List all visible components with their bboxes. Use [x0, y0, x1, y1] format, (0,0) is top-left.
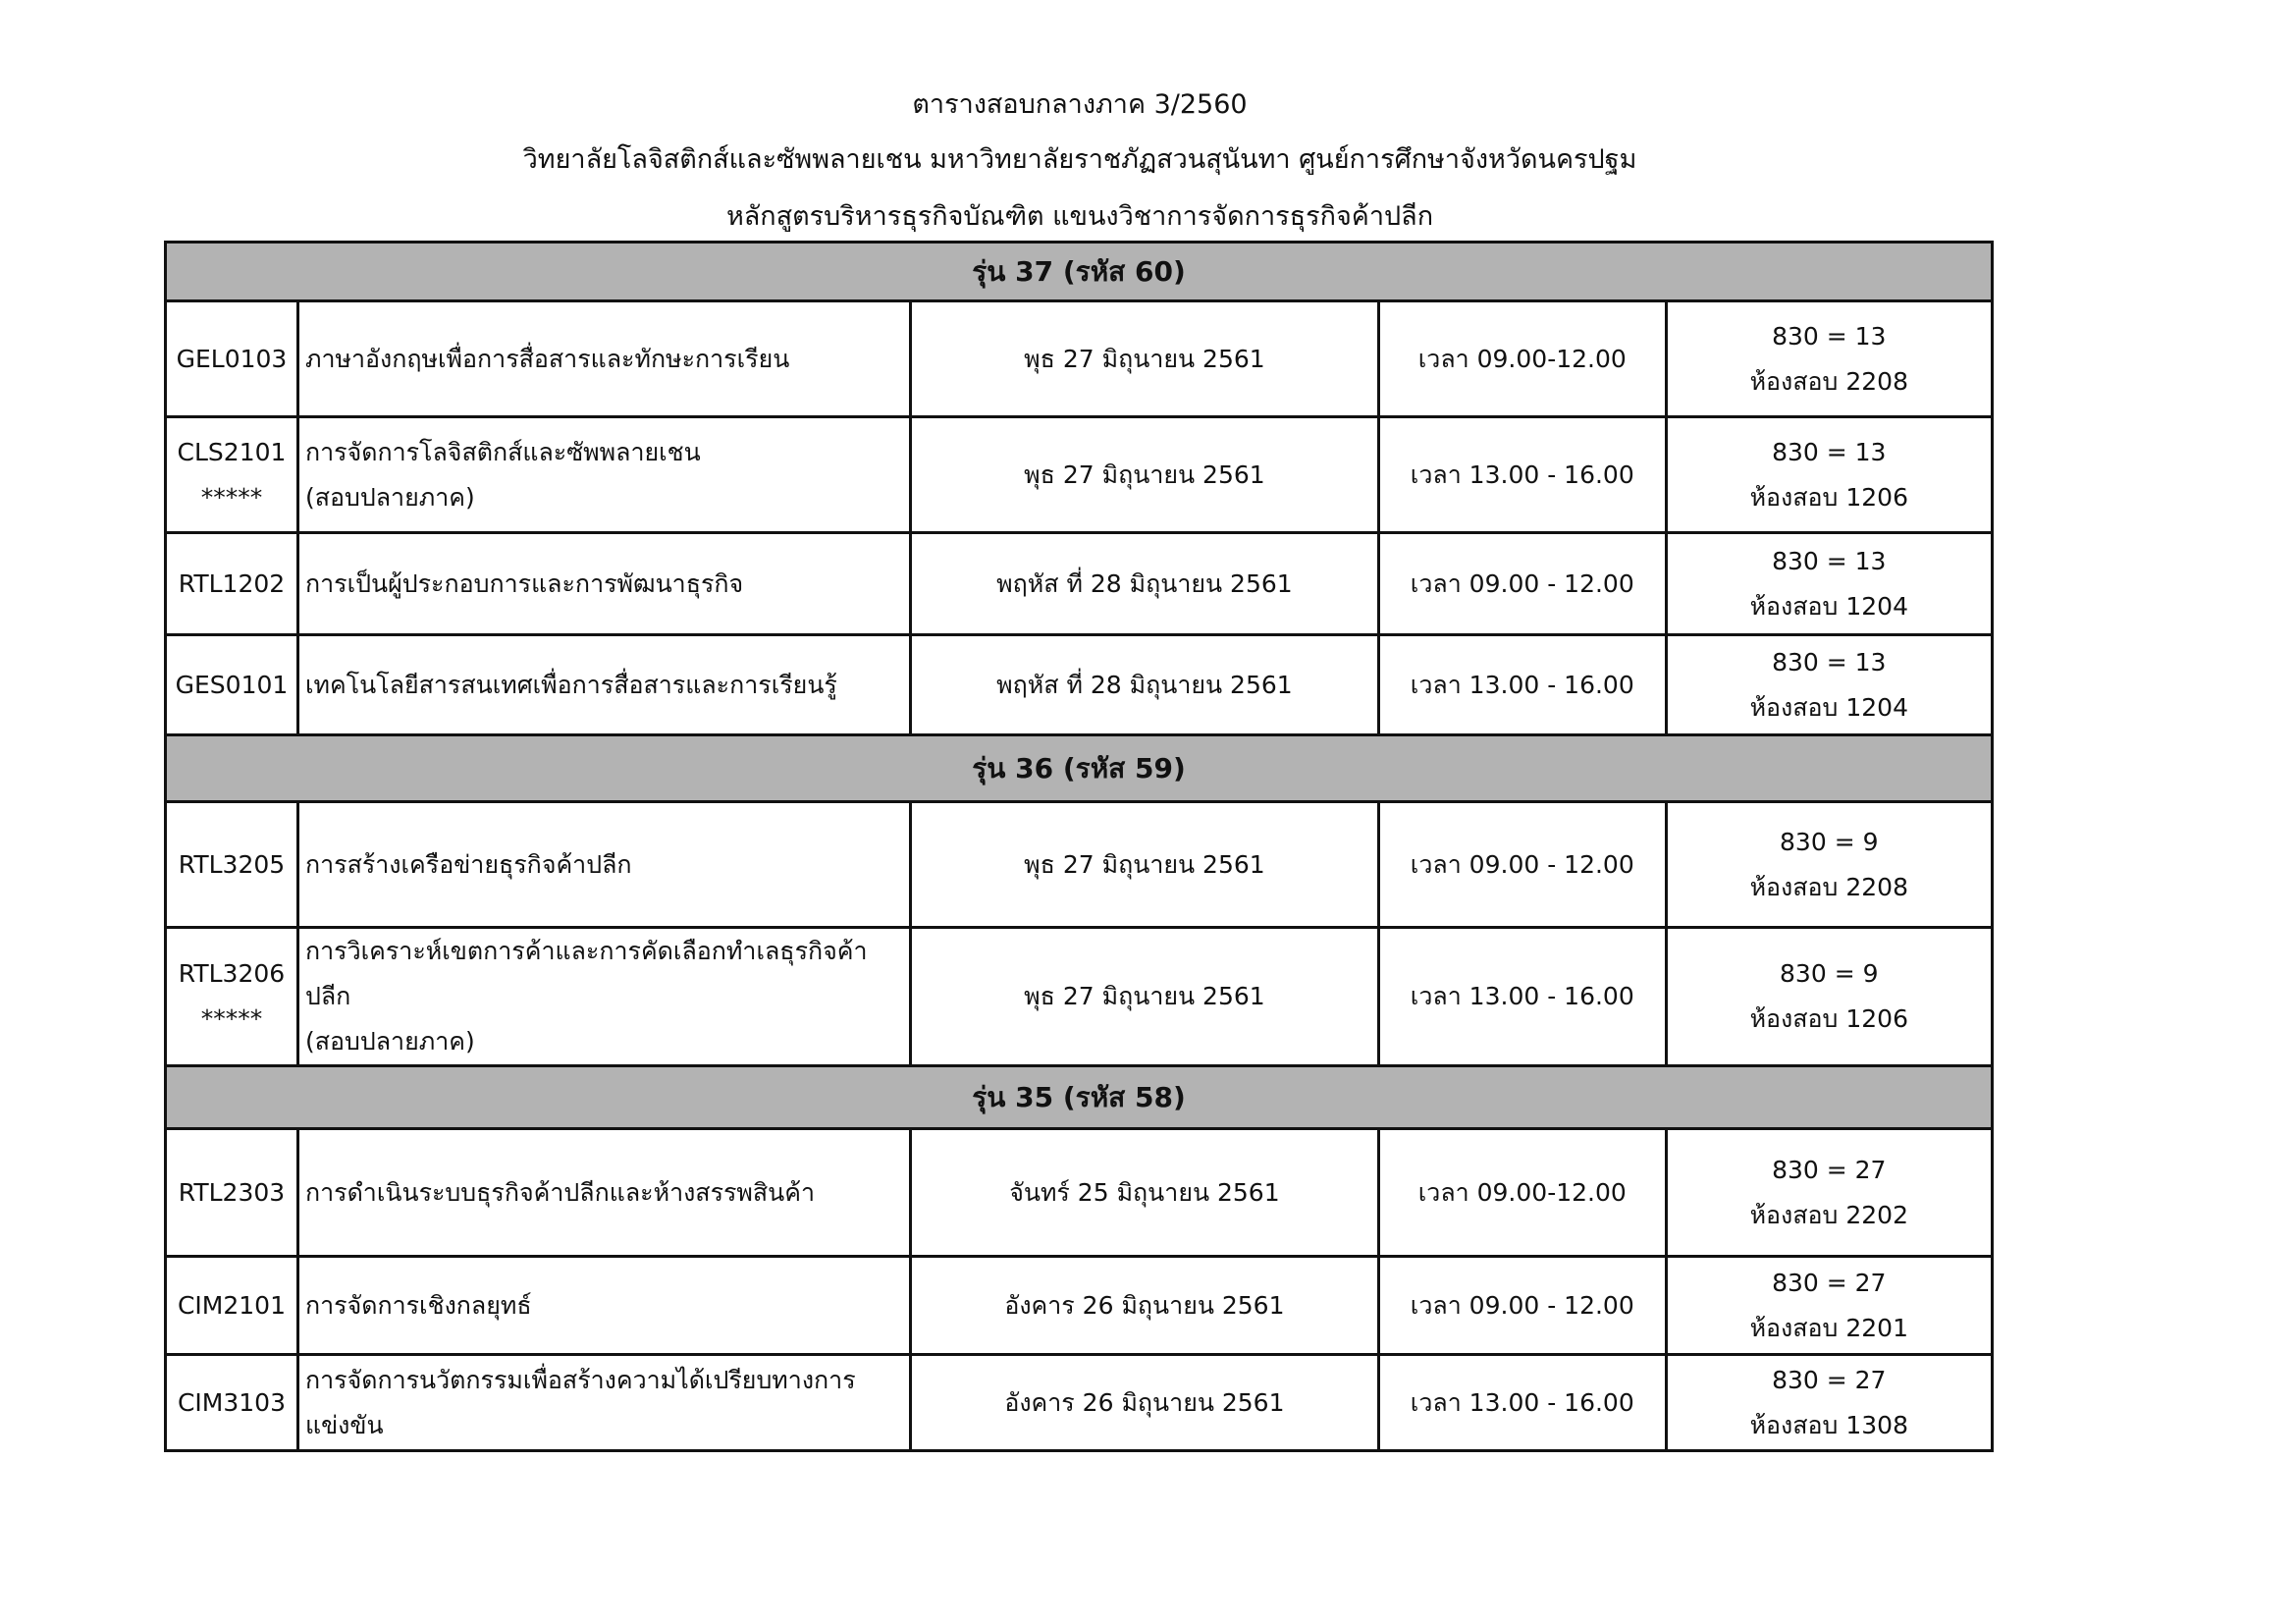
course-name-cell	[297, 802, 910, 928]
exam-room: ห้องสอบ 1204	[1749, 692, 1908, 722]
course-name: การจัดการเชิงกลยุทธ์	[304, 1290, 532, 1320]
exam-time: เวลา 13.00 - 16.00	[1379, 928, 1667, 1066]
exam-date: อังคาร 26 มิถุนายน 2561	[910, 1257, 1378, 1355]
program-line: หลักสูตรบริหารธุรกิจบัณฑิต แขนงวิชาการจัดการธุรกิจค้าปลีก	[725, 201, 1434, 232]
course-name-cell	[297, 1257, 910, 1355]
course-code: GEL0103	[176, 344, 288, 373]
table-row	[166, 1355, 1993, 1451]
exam-date: พุธ 27 มิถุนายน 2561	[910, 301, 1378, 417]
course-code: RTL1202	[178, 568, 286, 598]
course-code: RTL3206	[178, 959, 286, 988]
student-count: 830 = 13	[1772, 546, 1887, 575]
table-row	[166, 1129, 1993, 1257]
course-name-cell	[297, 417, 910, 533]
exam-room-cell	[1666, 928, 1992, 1066]
group-title: รุ่น 36 (รหัส 59)	[166, 735, 1993, 802]
course-code: RTL3205	[178, 849, 286, 879]
exam-room-cell	[1666, 635, 1992, 735]
student-count: 830 = 13	[1772, 647, 1887, 677]
exam-date: อังคาร 26 มิถุนายน 2561	[910, 1355, 1378, 1451]
exam-room: ห้องสอบ 2202	[1749, 1200, 1908, 1229]
course-name: การวิเคราะห์เขตการค้าและการคัดเลือกทำเลธุรกิจค้าปลีก	[304, 937, 868, 1010]
page-title: ตารางสอบกลางภาค 3/2560	[912, 89, 1248, 120]
exam-room-cell	[1666, 1257, 1992, 1355]
exam-room: ห้องสอบ 1206	[1749, 482, 1908, 512]
exam-date: พุธ 27 มิถุนายน 2561	[910, 417, 1378, 533]
group-title: รุ่น 35 (รหัส 58)	[166, 1066, 1993, 1129]
exam-room-cell	[1666, 1355, 1992, 1451]
course-code-cell	[166, 1129, 298, 1257]
course-name: ภาษาอังกฤษเพื่อการสื่อสารและทักษะการเรียน	[304, 344, 790, 373]
course-name-cell	[297, 635, 910, 735]
course-code-cell	[166, 1257, 298, 1355]
exam-time: เวลา 09.00 - 12.00	[1379, 533, 1667, 635]
exam-time: เวลา 09.00-12.00	[1379, 1129, 1667, 1257]
course-code: RTL2303	[178, 1177, 286, 1207]
exam-room-cell	[1666, 1129, 1992, 1257]
exam-time: เวลา 09.00 - 12.00	[1379, 802, 1667, 928]
course-code-cell	[166, 928, 298, 1066]
course-code-cell	[166, 301, 298, 417]
exam-date: พุธ 27 มิถุนายน 2561	[910, 928, 1378, 1066]
course-code: GES0101	[175, 670, 289, 699]
student-count: 830 = 13	[1772, 437, 1887, 466]
course-name-cell	[297, 301, 910, 417]
exam-date: จันทร์ 25 มิถุนายน 2561	[910, 1129, 1378, 1257]
exam-time: เวลา 13.00 - 16.00	[1379, 417, 1667, 533]
student-count: 830 = 9	[1780, 827, 1879, 856]
exam-date: พุธ 27 มิถุนายน 2561	[910, 802, 1378, 928]
exam-room-cell	[1666, 533, 1992, 635]
course-name: การจัดการนวัตกรรมเพื่อสร้างความได้เปรียบทางการแข่งขัน	[304, 1365, 856, 1439]
course-name-cell	[297, 1129, 910, 1257]
exam-room: ห้องสอบ 2208	[1749, 366, 1908, 396]
course-name: การเป็นผู้ประกอบการและการพัฒนาธุรกิจ	[304, 568, 744, 598]
course-code-cell	[166, 533, 298, 635]
exam-room: ห้องสอบ 1308	[1749, 1410, 1908, 1439]
student-count: 830 = 27	[1772, 1365, 1887, 1394]
table-row	[166, 928, 1993, 1066]
course-name: การดำเนินระบบธุรกิจค้าปลีกและห้างสรรพสินค้า	[304, 1177, 816, 1207]
course-name: การสร้างเครือข่ายธุรกิจค้าปลีก	[304, 849, 632, 879]
exam-date: พฤหัส ที่ 28 มิถุนายน 2561	[910, 533, 1378, 635]
group-header-row	[166, 735, 1993, 802]
student-count: 830 = 27	[1772, 1268, 1887, 1297]
exam-room: ห้องสอบ 1204	[1749, 591, 1908, 621]
course-code: CIM2101	[177, 1290, 286, 1320]
exam-schedule-table	[164, 241, 1994, 1452]
course-code: CIM3103	[177, 1387, 286, 1417]
student-count: 830 = 13	[1772, 321, 1887, 351]
exam-time: เวลา 09.00 - 12.00	[1379, 1257, 1667, 1355]
exam-room-cell	[1666, 802, 1992, 928]
exam-room: ห้องสอบ 1206	[1749, 1004, 1908, 1033]
exam-room-cell	[1666, 417, 1992, 533]
course-name-cell	[297, 533, 910, 635]
exam-time: เวลา 13.00 - 16.00	[1379, 1355, 1667, 1451]
course-name: เทคโนโลยีสารสนเทศเพื่อการสื่อสารและการเรียนรู้	[304, 670, 837, 699]
course-name-cell	[297, 928, 910, 1066]
institution-line: วิทยาลัยโลจิสติกส์และซัพพลายเชน มหาวิทยาลัยราชภัฏสวนสุนันทา ศูนย์การศึกษาจังหวัดนครปฐม	[522, 144, 1637, 175]
course-mark: *****	[200, 482, 263, 512]
course-mark: *****	[200, 1004, 263, 1033]
course-name: การจัดการโลจิสติกส์และซัพพลายเชน	[304, 437, 701, 466]
group-header-row	[166, 1066, 1993, 1129]
course-note: (สอบปลายภาค)	[304, 1027, 475, 1056]
exam-time: เวลา 13.00 - 16.00	[1379, 635, 1667, 735]
table-row	[166, 533, 1993, 635]
exam-time: เวลา 09.00-12.00	[1379, 301, 1667, 417]
exam-room: ห้องสอบ 2208	[1749, 872, 1908, 901]
student-count: 830 = 27	[1772, 1155, 1887, 1184]
course-code-cell	[166, 635, 298, 735]
course-code-cell	[166, 1355, 298, 1451]
course-code-cell	[166, 417, 298, 533]
course-name-cell	[297, 1355, 910, 1451]
group-title: รุ่น 37 (รหัส 60)	[166, 243, 1993, 301]
exam-room: ห้องสอบ 2201	[1749, 1313, 1908, 1342]
table-row	[166, 301, 1993, 417]
exam-room-cell	[1666, 301, 1992, 417]
table-row	[166, 635, 1993, 735]
course-code: CLS2101	[177, 437, 287, 466]
table-row	[166, 1257, 1993, 1355]
student-count: 830 = 9	[1780, 959, 1879, 988]
exam-date: พฤหัส ที่ 28 มิถุนายน 2561	[910, 635, 1378, 735]
course-note: (สอบปลายภาค)	[304, 482, 475, 512]
table-row	[166, 417, 1993, 533]
course-code-cell	[166, 802, 298, 928]
table-row	[166, 802, 1993, 928]
group-header-row	[166, 243, 1993, 301]
